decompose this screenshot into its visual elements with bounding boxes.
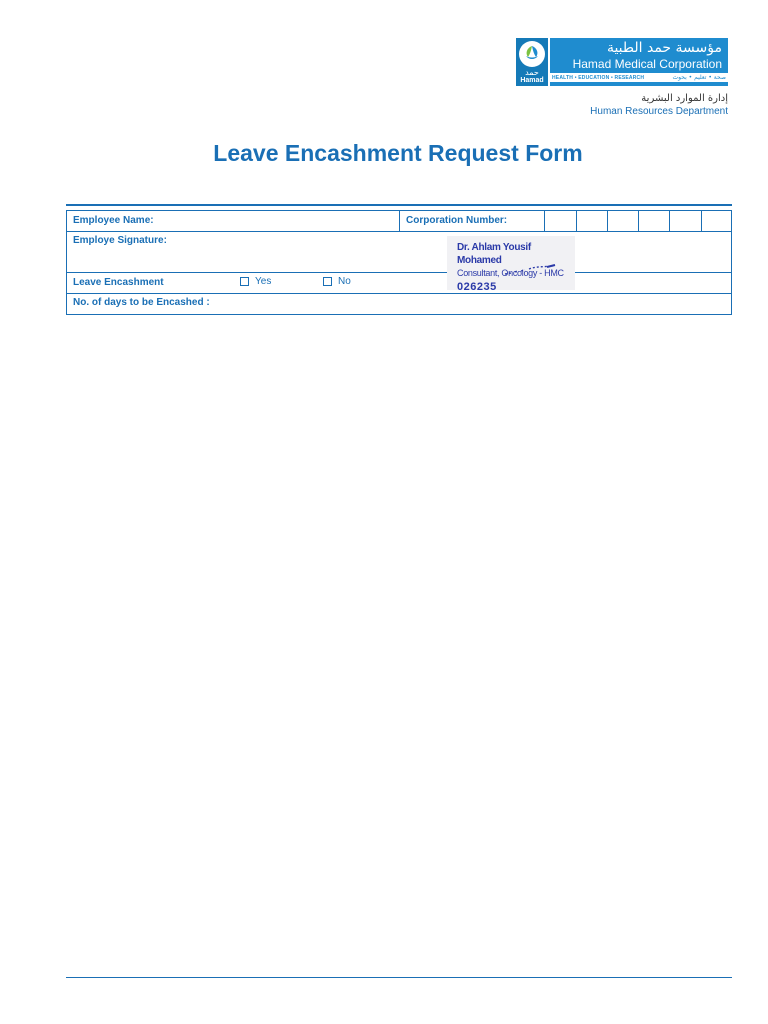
no-option[interactable] [323,276,351,287]
employee-name-label: Employee Name: [73,215,154,226]
logo-tagline [550,73,728,82]
corp-digit-2[interactable] [576,211,608,231]
stamp-name: Dr. Ahlam Yousif Mohamed [457,242,531,266]
corp-digit-3[interactable] [607,211,639,231]
signature-label: Employe Signature: [73,235,167,246]
divider [399,211,400,231]
corp-digit-6[interactable] [701,211,733,231]
stamp-title: Consultant, Oncology - HMC [457,268,564,278]
corporation-number-label: Corporation Number: [406,215,508,226]
stamp-number: 026235 [457,281,497,293]
days-label: No. of days to be Encashed : [73,297,210,308]
yes-option[interactable] [240,276,271,287]
hmc-emblem [516,38,550,86]
department-label [590,92,728,118]
row-name-corp [67,211,731,232]
days-field[interactable] [227,293,731,314]
logo-english-name: Hamad Medical Corporation [572,57,722,71]
tagline-english: HEALTH • EDUCATION • RESEARCH [552,74,645,81]
no-checkbox[interactable] [323,277,332,286]
emblem-arabic-text: حمد [525,68,539,77]
leaf-icon [519,41,545,67]
leave-encashment-label: Leave Encashment [73,277,164,288]
logo-text [550,38,728,86]
row-signature [67,231,731,273]
emblem-english-text: Hamad [520,77,544,84]
yes-label: Yes [255,276,272,287]
row-days [67,293,731,314]
form-title: Leave Encashment Request Form [213,140,583,166]
tagline-arabic: صحة • تعليم • بحوث [672,74,726,81]
logo-arabic-name: مؤسسة حمد الطبية [606,40,722,56]
bottom-divider [66,977,732,978]
corp-digit-5[interactable] [669,211,701,231]
yes-checkbox[interactable] [240,277,249,286]
department-arabic: إدارة الموارد البشرية [641,93,728,104]
corp-digit-4[interactable] [638,211,670,231]
corp-digit-1[interactable] [544,211,576,231]
top-divider [66,204,732,206]
row-leave-encashment [67,272,731,294]
department-english: Human Resources Department [590,106,728,117]
no-label: No [338,276,351,287]
employee-name-field[interactable] [157,211,397,231]
doctor-stamp [447,236,575,293]
hmc-logo [516,38,728,86]
leave-encashment-form [66,210,732,315]
stamp-scribble [503,264,563,278]
